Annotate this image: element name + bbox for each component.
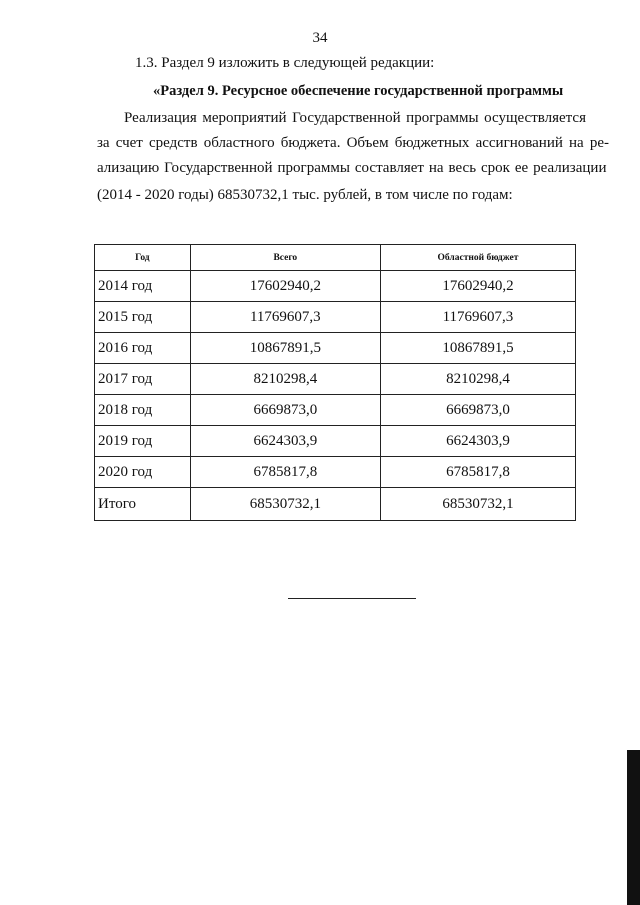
regional-cell: 10867891,5	[380, 333, 575, 364]
table-row	[95, 426, 576, 457]
total-cell: 6785817,8	[190, 457, 380, 488]
separator-line	[288, 598, 416, 599]
regional-cell: 17602940,2	[380, 271, 575, 302]
header-year: Год	[95, 245, 191, 271]
table-total-row	[95, 488, 576, 521]
regional-cell: 8210298,4	[380, 364, 575, 395]
year-cell: 2018 год	[95, 395, 191, 426]
section-title: «Раздел 9. Ресурсное обеспечение государственной программы	[153, 83, 564, 99]
paragraph-line-3: ализацию Государственной программы составляет на весь срок ее реализации	[97, 160, 607, 176]
table-row	[95, 395, 576, 426]
table-header-row	[95, 245, 576, 271]
regional-cell: 6624303,9	[380, 426, 575, 457]
paragraph-line-1: Реализация мероприятий Государственной программы осуществляется	[124, 110, 586, 126]
total-cell: 11769607,3	[190, 302, 380, 333]
year-cell: Итого	[95, 488, 191, 521]
total-cell: 17602940,2	[190, 271, 380, 302]
total-cell: 8210298,4	[190, 364, 380, 395]
header-regional-budget: Областной бюджет	[380, 245, 575, 271]
budget-table	[94, 244, 576, 521]
table-row	[95, 364, 576, 395]
total-cell: 6624303,9	[190, 426, 380, 457]
total-cell: 68530732,1	[190, 488, 380, 521]
amendment-item-line: 1.3. Раздел 9 изложить в следующей редакции:	[135, 55, 435, 71]
table-row	[95, 302, 576, 333]
regional-cell: 68530732,1	[380, 488, 575, 521]
total-cell: 10867891,5	[190, 333, 380, 364]
table-row	[95, 457, 576, 488]
year-cell: 2015 год	[95, 302, 191, 333]
regional-cell: 6785817,8	[380, 457, 575, 488]
year-cell: 2017 год	[95, 364, 191, 395]
page-number: 34	[312, 30, 328, 46]
header-total: Всего	[190, 245, 380, 271]
regional-cell: 11769607,3	[380, 302, 575, 333]
year-cell: 2019 год	[95, 426, 191, 457]
regional-cell: 6669873,0	[380, 395, 575, 426]
paragraph-line-4: (2014 - 2020 годы) 68530732,1 тыс. рублей, в том числе по годам:	[97, 187, 513, 203]
year-cell: 2014 год	[95, 271, 191, 302]
table-row	[95, 271, 576, 302]
table-row	[95, 333, 576, 364]
total-cell: 6669873,0	[190, 395, 380, 426]
year-cell: 2020 год	[95, 457, 191, 488]
paragraph-line-2: за счет средств областного бюджета. Объем бюджетных ассигнований на ре-	[97, 135, 610, 151]
year-cell: 2016 год	[95, 333, 191, 364]
scan-edge-mark	[627, 750, 640, 905]
